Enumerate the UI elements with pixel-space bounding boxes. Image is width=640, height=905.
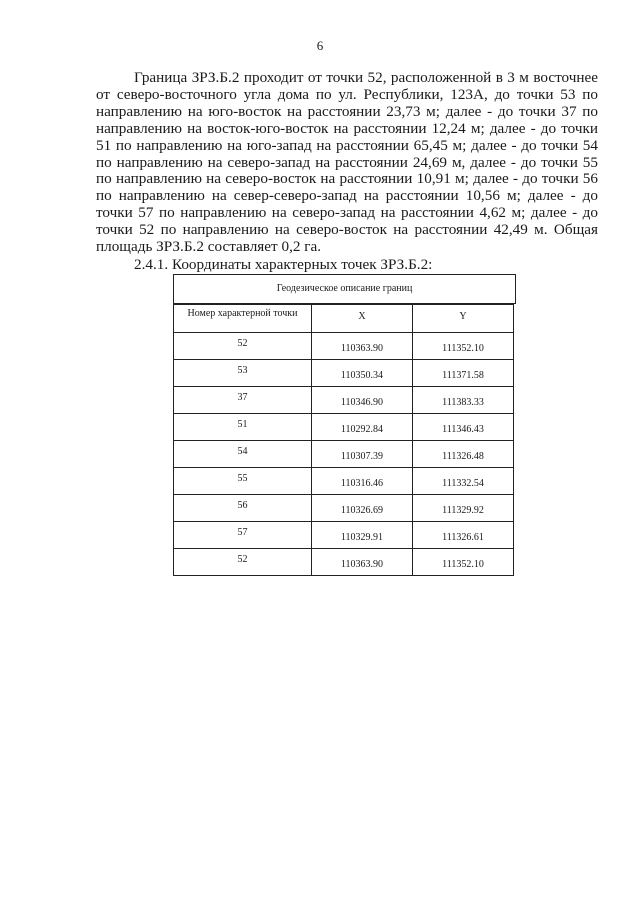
table-title-box xyxy=(173,274,516,304)
table-header-row xyxy=(174,305,514,333)
table-row xyxy=(174,441,514,468)
table-title: Геодезическое описание границ xyxy=(276,283,413,294)
table-row xyxy=(174,522,514,549)
table-row xyxy=(174,360,514,387)
cell-x: 110363.90 xyxy=(312,333,413,360)
cell-point: 52 xyxy=(174,333,312,360)
cell-y: 111352.10 xyxy=(413,549,514,576)
cell-point: 37 xyxy=(174,387,312,414)
cell-point: 56 xyxy=(174,495,312,522)
coordinates-heading: 2.4.1. Координаты характерных точек ЗРЗ.Б.2: xyxy=(134,256,433,273)
cell-y: 111371.58 xyxy=(413,360,514,387)
cell-y: 111383.33 xyxy=(413,387,514,414)
page-number: 6 xyxy=(316,38,324,53)
cell-point: 57 xyxy=(174,522,312,549)
cell-x: 110316.46 xyxy=(312,468,413,495)
cell-x: 110329.91 xyxy=(312,522,413,549)
cell-y: 111352.10 xyxy=(413,333,514,360)
cell-x: 110346.90 xyxy=(312,387,413,414)
cell-y: 111329.92 xyxy=(413,495,514,522)
cell-x: 110350.34 xyxy=(312,360,413,387)
cell-point: 51 xyxy=(174,414,312,441)
table-row xyxy=(174,414,514,441)
header-y: Y xyxy=(413,305,514,333)
cell-point: 53 xyxy=(174,360,312,387)
cell-y: 111326.61 xyxy=(413,522,514,549)
cell-y: 111326.48 xyxy=(413,441,514,468)
table-row xyxy=(174,387,514,414)
cell-y: 111346.43 xyxy=(413,414,514,441)
header-point-number: Номер характерной точки xyxy=(174,305,312,333)
cell-x: 110292.84 xyxy=(312,414,413,441)
table-row xyxy=(174,495,514,522)
cell-point: 54 xyxy=(174,441,312,468)
cell-y: 111332.54 xyxy=(413,468,514,495)
cell-x: 110326.69 xyxy=(312,495,413,522)
cell-x: 110307.39 xyxy=(312,441,413,468)
table-row xyxy=(174,549,514,576)
cell-point: 55 xyxy=(174,468,312,495)
cell-x: 110363.90 xyxy=(312,549,413,576)
table-row xyxy=(174,333,514,360)
boundary-description: Граница ЗРЗ.Б.2 проходит от точки 52, расположенной в 3 м восточнее от северо-восточного угла дома по ул. Республики, 123А, до точки 53 по направлению на юго-восток на расстоянии 23,73 м; далее - до точки 37 по направлению на восток-юго-восток на расстоянии 12,24 м; далее - до точки 51 по направлению на юго-запад на расстоянии 65,45 м; далее - до точки 54 по направлению на северо-запад на расстоянии 24,69 м, далее - до точки 55 по направлению на северо-восток на расстоянии 10,91 м; далее - до точки 56 по направлению на север-северо-запад на расстоянии 10,56 м; далее - до точки 57 по направлению на северо-запад на расстоянии 4,62 м; далее - до точки 52 по направлению на северо-восток на расстоянии 42,49 м. Общая площадь ЗРЗ.Б.2 составляет 0,2 га. xyxy=(96,69,598,256)
table-row xyxy=(174,468,514,495)
header-x: X xyxy=(312,305,413,333)
coordinates-table xyxy=(173,304,514,576)
cell-point: 52 xyxy=(174,549,312,576)
